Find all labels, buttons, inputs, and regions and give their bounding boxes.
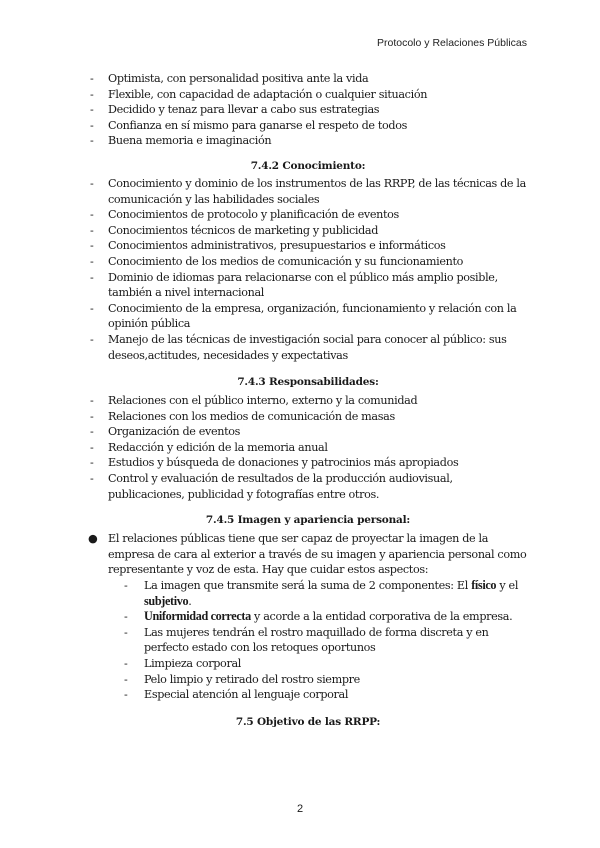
list-item: - Conocimientos de protocolo y planificación de eventos [88, 207, 528, 223]
section-heading-objetivo: 7.5 Objetivo de las RRPP: [235, 715, 381, 728]
list-item: - Conocimientos administrativos, presupuestarios e informáticos [88, 238, 528, 254]
list-item: - Uniformidad correcta y acorde a la entidad corporativa de la empresa. [144, 609, 528, 625]
bold-uniformidad: Uniformidad correcta [144, 609, 251, 624]
section-heading-imagen: 7.4.5 Imagen y apariencia personal: [205, 514, 411, 527]
bullet-dot-icon: ● [88, 532, 98, 546]
imagen-aspects-list [88, 578, 528, 703]
list-item: - La imagen que transmite será la suma de 2 componentes: El físico y el subjetivo. [144, 578, 528, 609]
list-item: - Optimista, con personalidad positiva ante la vida [88, 71, 528, 87]
section-heading-responsabilidades: 7.4.3 Responsabilidades: [237, 376, 379, 389]
list-item: - Las mujeres tendrán el rostro maquillado de forma discreta y en perfecto estado con los retoques oportunos [144, 625, 528, 656]
list-item: - Pelo limpio y retirado del rostro siempre [144, 672, 528, 688]
list-item: - Redacción y edición de la memoria anual [88, 440, 528, 456]
list-item: - Conocimiento de los medios de comunicación y su funcionamiento [88, 254, 528, 270]
responsabilidades-list [88, 393, 528, 502]
section-heading-conocimiento: 7.4.2 Conocimiento: [250, 159, 366, 172]
list-item: - Conocimiento de la empresa, organización, funcionamiento y relación con la opinión pública [88, 301, 528, 332]
bold-subjetivo: subjetivo [144, 593, 189, 608]
list-item: - Confianza en sí mismo para ganarse el respeto de todos [88, 118, 528, 134]
conocimiento-list [88, 176, 528, 363]
list-item: - Limpieza corporal [144, 656, 528, 672]
list-item: - Dominio de idiomas para relacionarse con el público más amplio posible, también a nivel internacional [88, 270, 528, 301]
list-item: - Flexible, con capacidad de adaptación o cualquier situación [88, 87, 528, 103]
page-header-title: Protocolo y Relaciones Públicas [377, 37, 527, 49]
bold-fisico: físico [471, 578, 497, 593]
list-item: - Organización de eventos [88, 424, 528, 440]
list-item: - Especial atención al lenguaje corporal [144, 687, 528, 703]
page-number: 2 [296, 803, 304, 815]
list-item: - Manejo de las técnicas de investigación social para conocer al público: sus deseos,actitudes, necesidades y expectativas [88, 332, 528, 363]
list-item: - Buena memoria e imaginación [88, 133, 528, 149]
list-item: - Relaciones con los medios de comunicación de masas [88, 409, 528, 425]
list-item: - Decidido y tenaz para llevar a cabo sus estrategias [88, 102, 528, 118]
imagen-intro-text: El relaciones públicas tiene que ser capaz de proyectar la imagen de la empresa de cara al exterior a través de su imagen y apariencia personal como representante y voz de esta. Hay que cuidar estos aspectos: [108, 532, 527, 577]
list-item: - Conocimientos técnicos de marketing y publicidad [88, 223, 528, 239]
document-body [88, 71, 528, 728]
list-item: - Relaciones con el público interno, externo y la comunidad [88, 393, 528, 409]
list-item: - Control y evaluación de resultados de la producción audiovisual, publicaciones, publicidad y fotografías entre otros. [88, 471, 528, 502]
qualities-list [88, 71, 528, 149]
list-item: - Estudios y búsqueda de donaciones y patrocinios más apropiados [88, 455, 528, 471]
list-item: - Conocimiento y dominio de los instrumentos de las RRPP, de las técnicas de la comunicación y las habilidades sociales [88, 176, 528, 207]
imagen-intro-paragraph [88, 531, 528, 578]
